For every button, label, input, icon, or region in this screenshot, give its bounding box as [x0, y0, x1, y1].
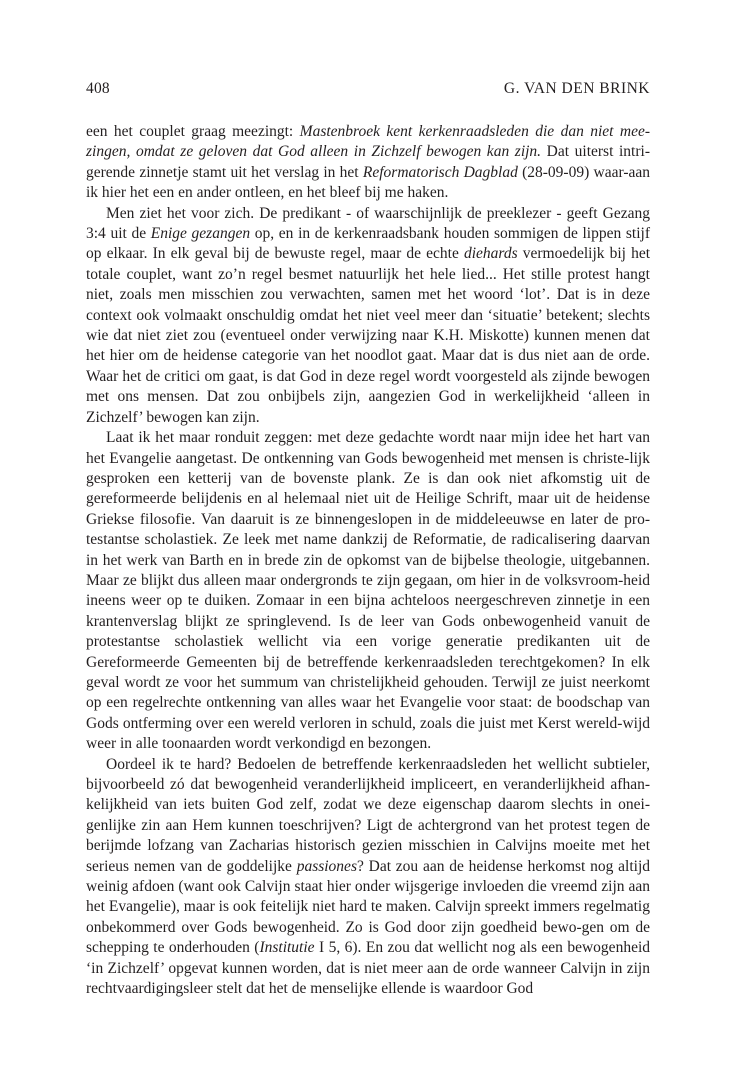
- text-segment: vermoedelijk bij het totale couplet, want zo’n regel besmet natuurlijk het hele lied... Het stille protest hangt niet, zoals men misschien zou verwachten, samen met het woord ‘lot’. Dat is in deze context ook volmaakt onschuldig omdat het niet veel meer dan ‘situatie’ betekent; slechts wie dat niet ziet zou (eventueel onder verwijzing naar K.H. Miskotte) kunnen menen dat het hier om de heidense categorie van het noodlot gaat. Maar dat is dus niet aan de orde. Waar het de critici om gaat, is dat God in deze regel wordt voorgesteld als zijnde bewogen met ons mensen. Dat zou onbijbels zijn, aangezien God in werkelijkheid ‘alleen in Zichzelf’ bewogen kan zijn.: [86, 245, 651, 426]
- text-segment: Men ziet het voor zich. De predikant - of waarschijnlijk de preeklezer - geeft Gezang 3:4 uit de: [86, 204, 650, 243]
- paragraph: [86, 428, 650, 755]
- italic-term: diehards: [463, 245, 518, 263]
- paragraph: [86, 755, 650, 1000]
- running-head: [86, 80, 650, 102]
- paragraph: [86, 122, 650, 204]
- body-text: [86, 122, 650, 999]
- text-segment: op, en in de kerkenraadsbank houden sommigen de lippen stijf op elkaar. In elk geval bij de bewuste regel, maar de echte: [86, 225, 650, 263]
- italic-title: Institutie: [259, 939, 315, 957]
- page-number: 408: [86, 80, 110, 97]
- text-segment: (28-09-09) waar-aan ik hier het een en ander ontleen, en het bleef bij me haken.: [86, 163, 650, 202]
- text-segment: I 5, 6). En zou dat wellicht nog als een bewogenheid ‘in Zichzelf’ opgevat kunnen worden, dat is niet meer aan de orde wanneer Calvijn in zijn rechtvaardigingsleer stelt dat het de menselijke ellende is waardoor God: [86, 939, 650, 998]
- running-head-author: G. VAN DEN BRINK: [503, 80, 650, 97]
- text-segment: Laat ik het maar ronduit zeggen: met deze gedachte wordt naar mijn idee het hart van het Evangelie aangetast. De ontkenning van Gods bewogenheid met mensen is christe-lijk gesproken een ketterij van de bovenste plank. Ze is dan ook niet afkomstig uit de gereformeerde belijdenis en al helemaal niet uit de Heilige Schrift, maar uit de heidense Griekse filosofie. Van daaruit is ze binnengeslopen in de middeleeuwse en later de pro-testantse scholastiek. Ze leek met name dankzij de Reformatie, de radicalisering daarvan in het werk van Barth en in brede zin de opkomst van de bijbelse theologie, uitgebannen. Maar ze blijkt dus alleen maar ondergronds te zijn gegaan, om hier in de volksvroom-heid ineens weer op te duiken. Zomaar in een bijna achteloos neergeschreven zinnetje in een krantenverslag blijkt ze springlevend. Is de leer van Gods onbewogenheid vanuit de protestantse scholastiek wellicht via een vorige generatie predikanten uit de Gereformeerde Gemeenten bij de betreffende kerkenraadsleden terechtgekomen? In elk geval wordt ze voor het summum van christelijkheid gehouden. Terwijl ze juist neerkomt op een regelrechte ontkenning van alles waar het Evangelie voor staat: de boodschap van Gods ontferming over een wereld verloren in schuld, zoals die juist met Kerst wereld-wijd weer in alle toonaarden wordt verkondigd en bezongen.: [86, 429, 650, 753]
- text-segment: een het couplet graag meezingt:: [86, 123, 300, 140]
- text-segment: ? Dat zou aan de heidense herkomst nog altijd weinig afdoen (want ook Calvijn staat hier onder wijsgerige invloeden die vreemd zijn aan het Evangelie), maar is ook feitelijk niet hard te maken. Calvijn spreekt immers regelmatig onbekommerd over Gods bewogenheid. Zo is God door zijn goedheid bewo-gen om de schepping te onderhouden (: [86, 857, 651, 957]
- italic-title: Enige gezangen: [150, 225, 251, 243]
- italic-term: passiones: [296, 857, 357, 875]
- paragraph: [86, 204, 650, 428]
- italic-title: Reformatorisch Dagblad: [362, 163, 518, 181]
- book-page: [86, 0, 650, 1068]
- italic-quote: Mastenbroek kent kerkenraadsleden die dan niet mee-zingen, omdat ze geloven dat God alleen in Zichzelf bewogen kan zijn.: [86, 123, 650, 161]
- text-segment: Oordeel ik te hard? Bedoelen de betreffende kerkenraadsleden het wellicht subtieler, bijvoorbeeld zó dat bewogenheid veranderlijkheid impliceert, en veranderlijkheid afhan-kelijkheid van iets buiten God zelf, zodat we deze eigenschap daarom slechts in onei-genlijke zin aan Hem kunnen toeschrijven? Ligt de achtergrond van het protest tegen de berijmde lofzang van Zacharias historisch gezien misschien in Calvijns moeite met het serieus nemen van de goddelijke: [86, 755, 650, 875]
- text-segment: Dat uiterst intri-gerende zinnetje stamt uit het verslag in het: [86, 143, 650, 181]
